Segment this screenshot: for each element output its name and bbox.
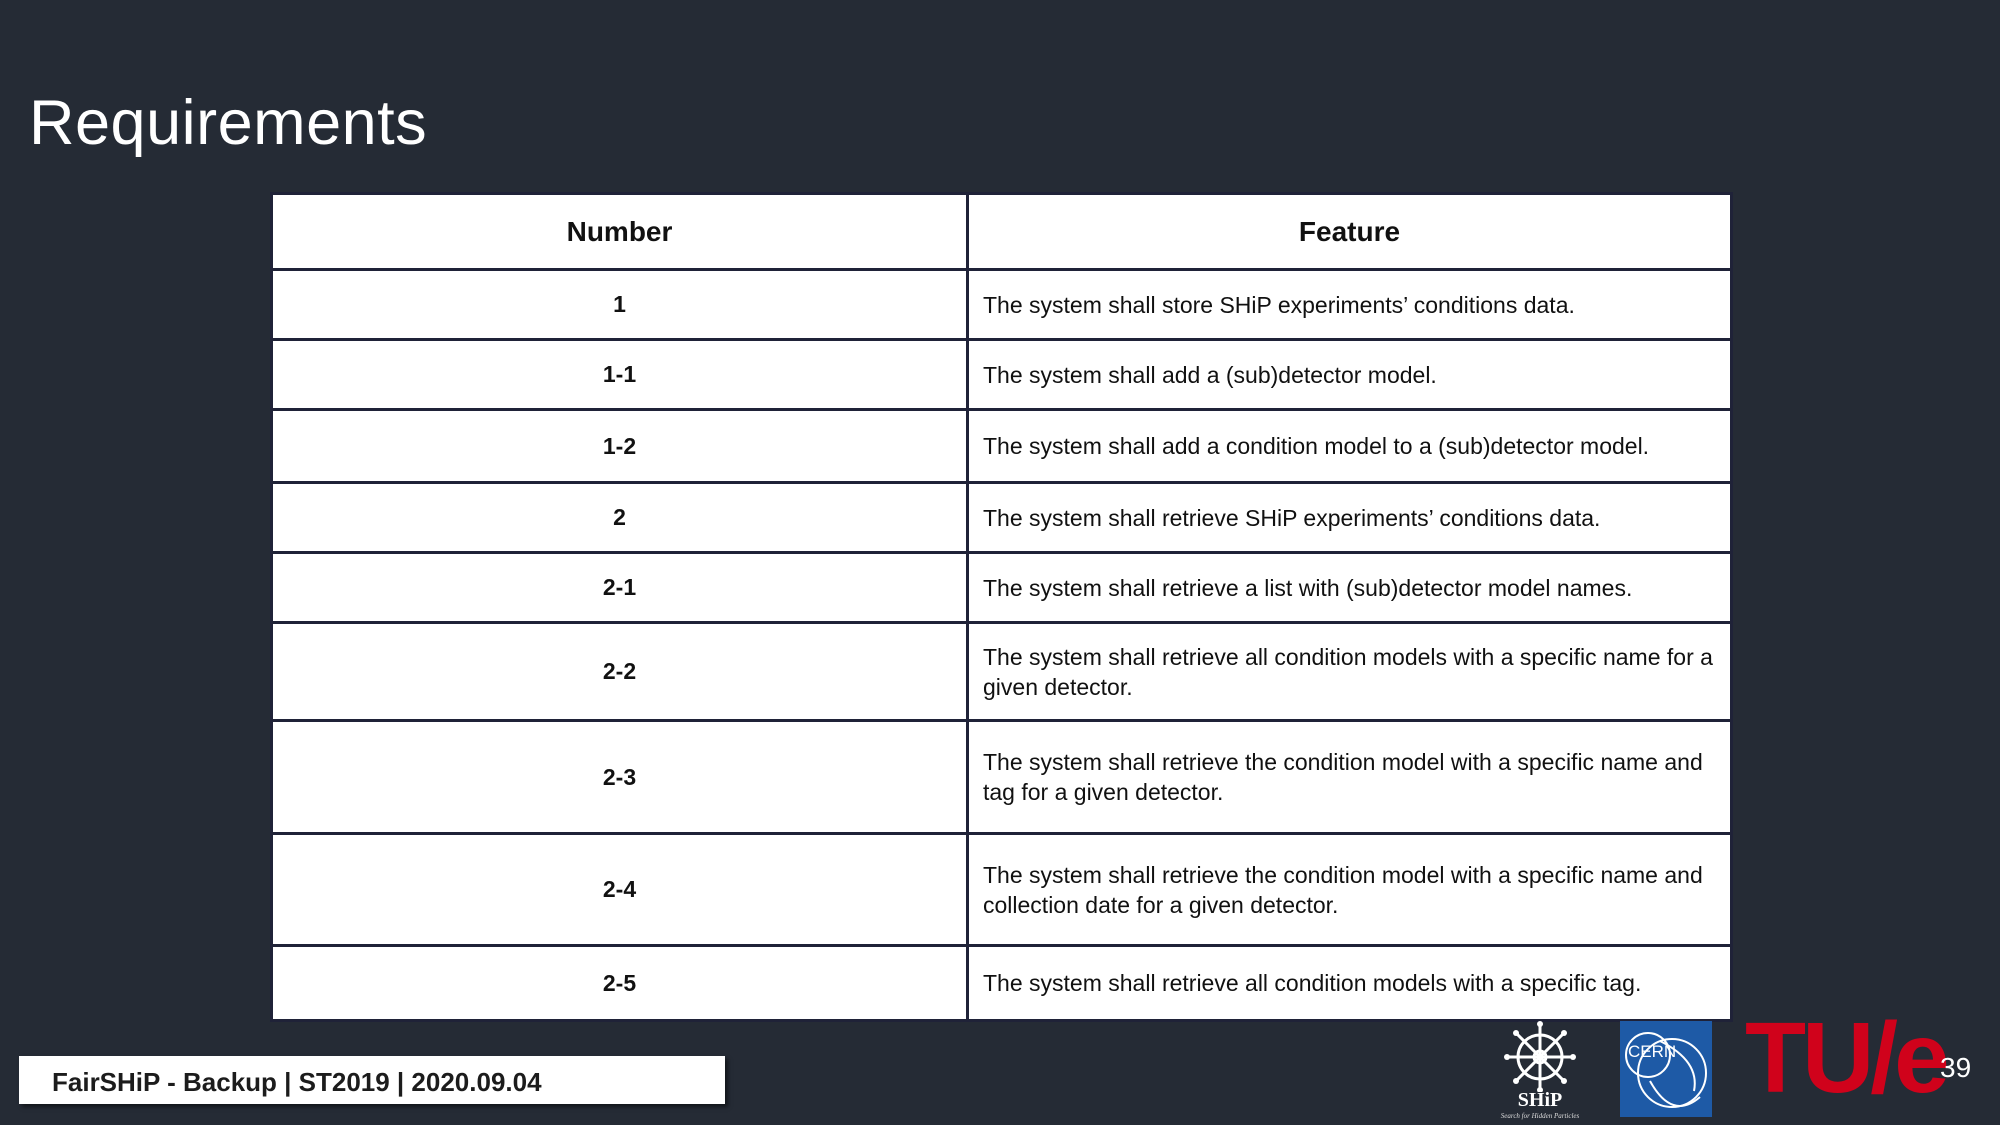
requirements-table	[270, 192, 1733, 1022]
table-row	[272, 834, 1732, 946]
requirement-feature: The system shall add a condition model to a (sub)detector model.	[968, 410, 1732, 483]
ship-logo-subtitle: Search for Hidden Particles	[1500, 1112, 1580, 1120]
requirement-feature: The system shall retrieve SHiP experiments’ conditions data.	[968, 483, 1732, 553]
requirement-number: 2-2	[272, 623, 968, 721]
requirement-number: 1-2	[272, 410, 968, 483]
requirement-feature: The system shall retrieve all condition models with a specific tag.	[968, 946, 1732, 1021]
table-row	[272, 270, 1732, 340]
table-row	[272, 721, 1732, 834]
requirement-feature: The system shall store SHiP experiments’ conditions data.	[968, 270, 1732, 340]
requirement-number: 1	[272, 270, 968, 340]
table-row	[272, 410, 1732, 483]
table-row	[272, 340, 1732, 410]
requirement-number: 2-3	[272, 721, 968, 834]
requirement-feature: The system shall retrieve a list with (sub)detector model names.	[968, 553, 1732, 623]
ship-logo	[1490, 1020, 1590, 1125]
requirement-number: 2-4	[272, 834, 968, 946]
requirement-number: 2-1	[272, 553, 968, 623]
cern-rings-icon	[1620, 1021, 1712, 1117]
table-row	[272, 553, 1732, 623]
table-header-row	[272, 194, 1732, 270]
footer-text: FairSHiP - Backup | ST2019 | 2020.09.04	[52, 1067, 542, 1097]
requirement-number: 2-5	[272, 946, 968, 1021]
slide-title: Requirements	[29, 88, 428, 158]
table-row	[272, 623, 1732, 721]
column-header-number: Number	[272, 194, 968, 270]
ship-logo-name: SHiP	[1517, 1089, 1563, 1111]
footer-bar	[19, 1056, 725, 1104]
table-row	[272, 483, 1732, 553]
cern-logo-name: CERN	[1628, 1042, 1677, 1061]
column-header-feature: Feature	[968, 194, 1732, 270]
page-number: 39	[1940, 1052, 1972, 1083]
requirement-number: 2	[272, 483, 968, 553]
requirement-feature: The system shall retrieve the condition model with a specific name and collection date for a given detector.	[968, 834, 1732, 946]
table-row	[272, 946, 1732, 1021]
requirement-feature: The system shall retrieve the condition model with a specific name and tag for a given detector.	[968, 721, 1732, 834]
requirement-feature: The system shall add a (sub)detector model.	[968, 340, 1732, 410]
tue-logo: TU/e	[1745, 1002, 1946, 1114]
requirement-number: 1-1	[272, 340, 968, 410]
ship-wheel-icon	[1490, 1020, 1590, 1092]
cern-logo	[1620, 1021, 1712, 1117]
requirement-feature: The system shall retrieve all condition models with a specific name for a given detector.	[968, 623, 1732, 721]
